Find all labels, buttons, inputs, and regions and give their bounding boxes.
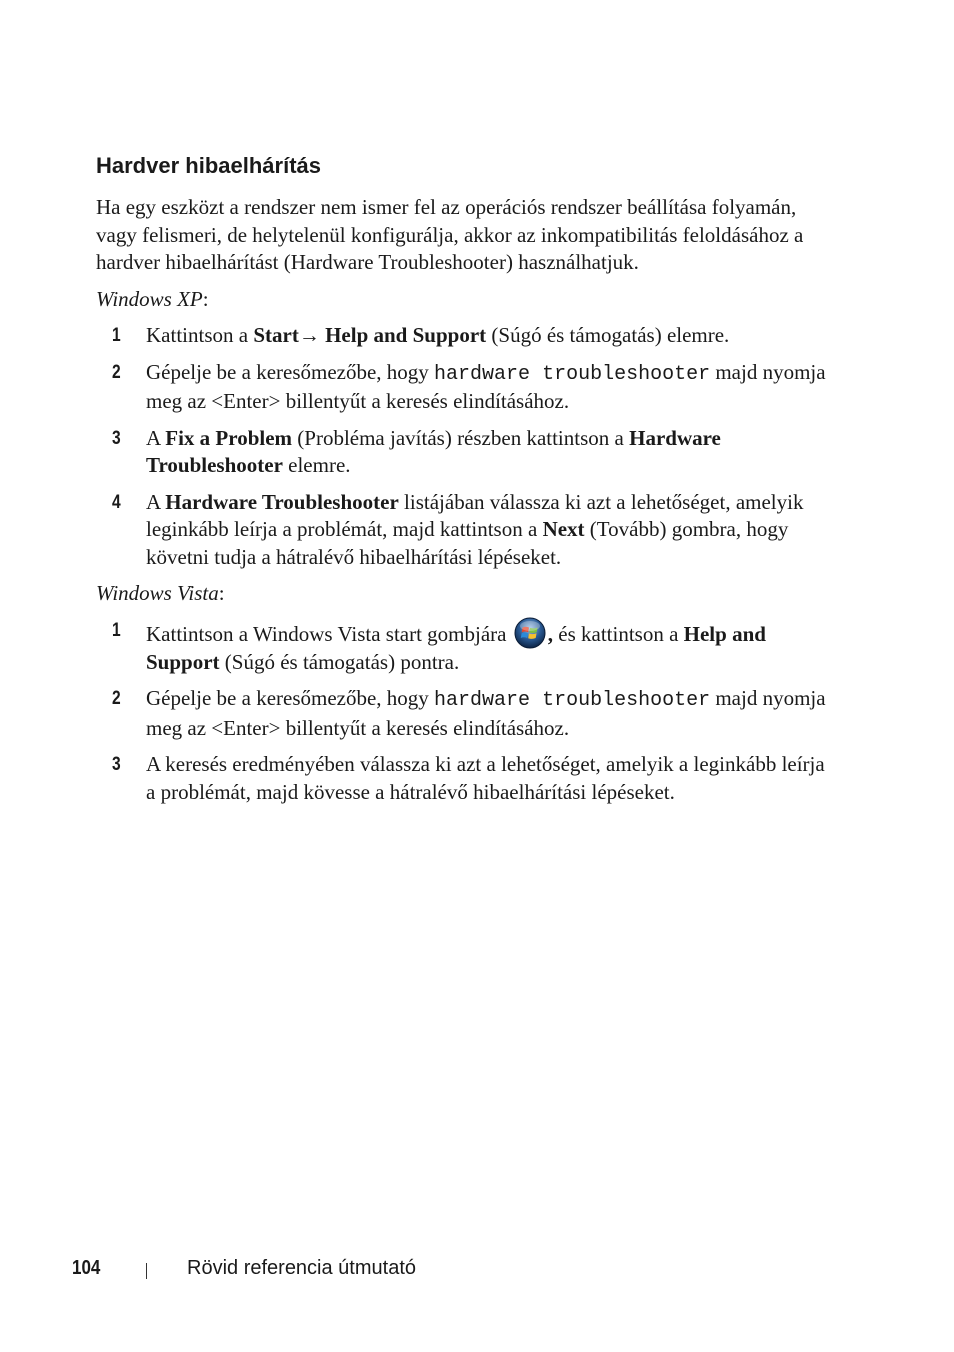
step-number: 1 [112, 325, 121, 346]
list-item: 1 Kattintson a Windows Vista start gombjára , és kattintson a Help and Support (Súgó és támogatás) pontra. [96, 617, 836, 677]
list-item: 1 Kattintson a Start→ Help and Support (Súgó és támogatás) elemre. [96, 322, 836, 350]
windows-vista-start-orb-icon [514, 617, 546, 649]
list-item: 4 A Hardware Troubleshooter listájában válassza ki azt a lehetőséget, amelyik leginkább leírja a problémát, majd kattintson a Next (Tovább) gombra, hogy követni tudja a hátralévő hibaelhárítási lépéseket. [112, 489, 804, 569]
vista-steps-list [96, 617, 836, 807]
footer-title: Rövid referencia útmutató [187, 1257, 417, 1279]
list-item: 2 Gépelje be a keresőmezőbe, hogy hardware troubleshooter majd nyomja meg az <Enter> billentyűt a keresés elindításához. [112, 359, 826, 413]
os-label-xp: Windows XP: [96, 286, 209, 311]
os-label-vista: Windows Vista: [96, 581, 225, 605]
step-number: 1 [112, 619, 121, 641]
step-number: 3 [112, 754, 121, 775]
command-text: hardware troubleshooter [434, 689, 711, 712]
list-item: 2 Gépelje be a keresőmezőbe, hogy hardware troubleshooter majd nyomja meg az <Enter> billentyűt a keresés elindításához. [112, 686, 826, 740]
os-label-vista-text: Windows Vista [96, 581, 219, 605]
intro-paragraph: Ha egy eszközt a rendszer nem ismer fel az operációs rendszer beállítása folyamán, vagy felismeri, de helytelenül konfigurálja, akkor az inkompatibilitás feloldásához a hardver hibaelhárítást (Hardware Troubleshooter) használhatjuk. [96, 195, 804, 274]
xp-steps-list [96, 322, 836, 571]
step-number: 4 [112, 491, 121, 513]
list-item: 3 A Fix a Problem (Probléma javítás) részben kattintson a Hardware Troubleshooter elemre. [112, 425, 721, 477]
os-label-xp-text: Windows XP [96, 286, 203, 311]
page-footer [72, 1257, 572, 1283]
page-number: 104 [72, 1257, 101, 1279]
step-number: 2 [112, 688, 121, 709]
step-number: 2 [112, 361, 121, 383]
step-number: 3 [112, 427, 121, 449]
command-text: hardware troubleshooter [434, 362, 711, 386]
list-item: 3 A keresés eredményében válassza ki azt a lehetőséget, amelyik a leginkább leírja a problémát, majd kövesse a hátralévő hibaelhárítási lépéseket. [112, 752, 825, 804]
footer-divider [146, 1263, 147, 1279]
section-heading: Hardver hibaelhárítás [96, 153, 321, 178]
page-content [96, 150, 836, 815]
